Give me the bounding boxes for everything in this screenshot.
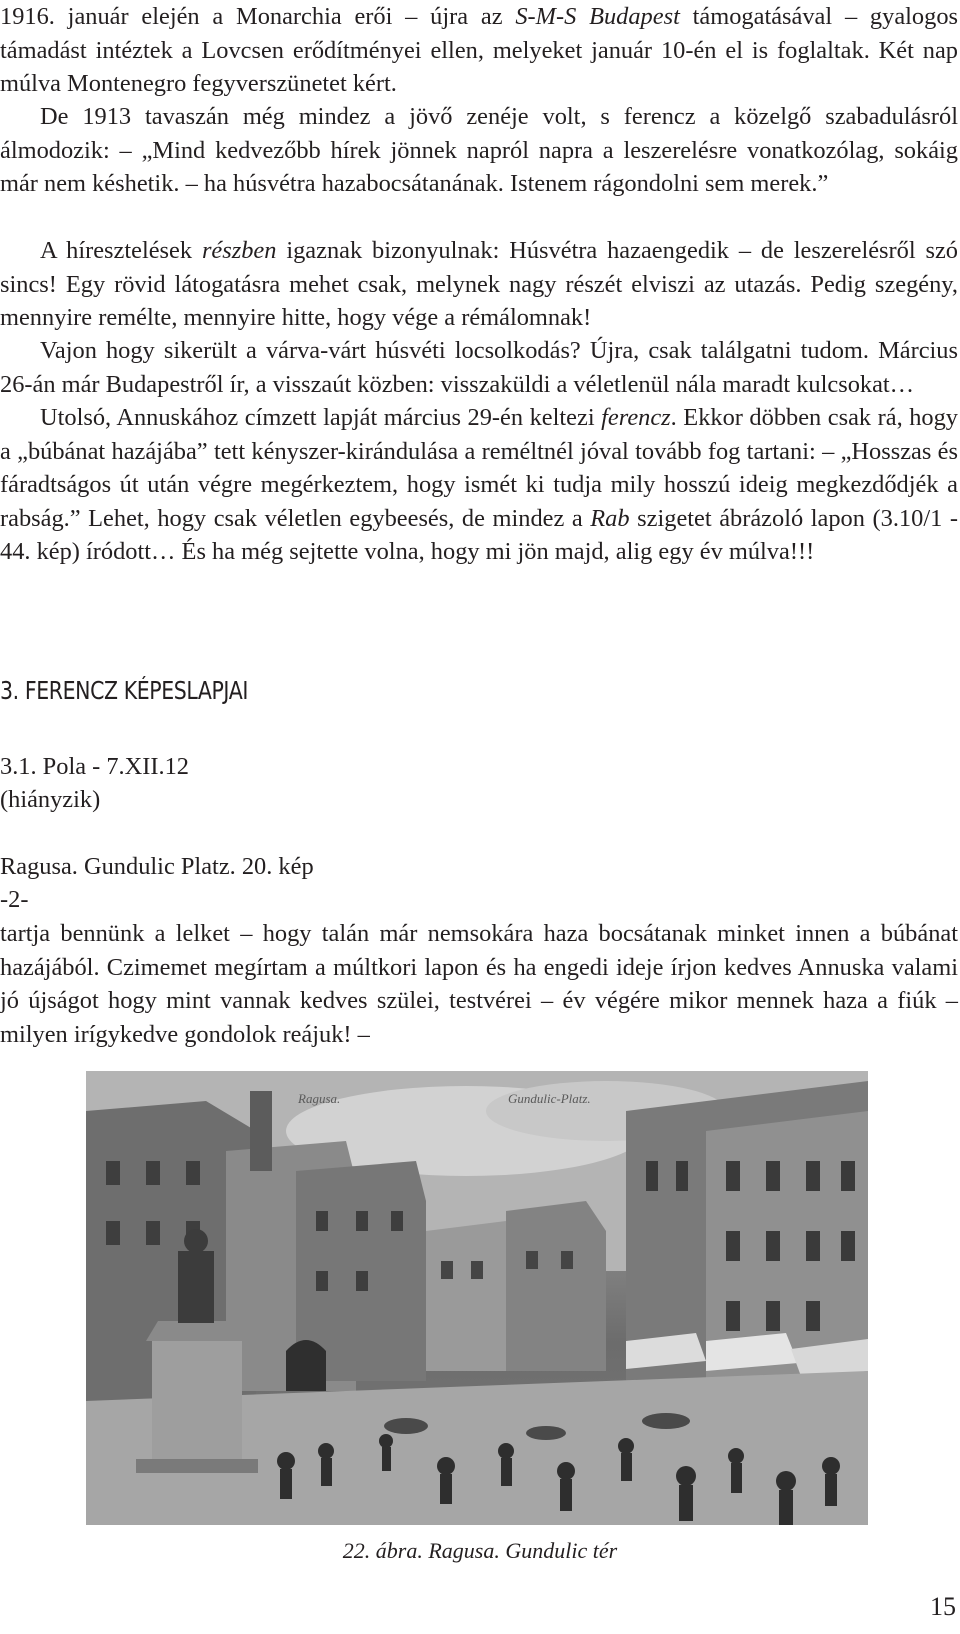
- postcard-entry-ragusa: Ragusa. Gundulic Platz. 20. kép: [0, 853, 314, 880]
- postcard-missing-note: (hiányzik): [0, 786, 101, 813]
- section-heading: 3. FERENCZ KÉPESLAPJAI: [0, 676, 248, 705]
- postcard-entry-pola: 3.1. Pola - 7.XII.12: [0, 753, 190, 780]
- paragraph-5: Utolsó, Annuskához címzett lapját március 29-én keltezi ferencz. Ekkor döbben csak rá, hogy a „búbánat hazájába” tett kényszer-kirándulása a reméltnél jóval tovább fog tartani: – „Hosszas és fáradtságos út után végre megérkeztem, hogy ismét ki tudja mily hosszú ideig megkezdődjék a rabság.” Lehet, hogy csak véletlen egybeesés, de mindez a Rab szigetet ábrázoló lapon (3.10/1 - 44. kép) íródott… És ha még sejtette volna, hogy mi jön majd, alig egy év múlva!!!: [0, 404, 958, 565]
- paragraph-2: De 1913 tavaszán még mindez a jövő zenéje volt, s ferencz a közelgő szabadulásról álmodozik: – „Mind kedvezőbb hírek jönnek napról napra a leszerelésre vonatkozólag, sokáig már nem késhetik. – ha húsvétra hazabocsátanának. Istenem rágondolni sem merek.”: [0, 103, 958, 197]
- postcard-page-marker: -2-: [0, 886, 29, 913]
- paragraph-1: 1916. január elején a Monarchia erői – újra az S-M-S Budapest támogatásával – gyalogos támadást intéztek a Lovcsen erődítményei ellen, melyeket január 10-én el is foglaltak. Két nap múlva Montenegro fegyverszünetet kért.: [0, 3, 959, 97]
- paragraph-4: Vajon hogy sikerült a várva-várt húsvéti locsolkodás? Újra, csak találgatni tudom. Március 26-án már Budapestről ír, a visszaút közben: visszaküldi a véletlenül nála maradt kulcsokat…: [0, 337, 958, 398]
- ragusa-square-photo: [86, 1071, 868, 1525]
- page-number: 15: [930, 1592, 956, 1621]
- figure-caption: 22. ábra. Ragusa. Gundulic tér: [342, 1538, 618, 1563]
- postcard-transcription: tartja bennünk a lelket – hogy talán már nemsokára haza bocsátanak minket innen a búbánat hazájából. Czimemet megírtam a múltkori lapon és ha engedi ideje írjon kedves Annuska valami jó újságot hogy mint vannak kedves szülei, testvérei – év végére mikor mennek haza a fiúk – milyen irígykedve gondolok reájuk! –: [0, 920, 958, 1048]
- postcard-caption-left: Ragusa.: [298, 1091, 341, 1106]
- paragraph-3: A híresztelések részben igaznak bizonyulnak: Húsvétra hazaengedik – de leszerelésről szó sincs! Egy rövid látogatásra mehet csak, melynek nagy részét elviszi az utazás. Pedig szegény, mennyire remélte, mennyire hitte, hogy vége a rémálomnak!: [0, 237, 959, 331]
- postcard-caption-right: Gundulic-Platz.: [508, 1091, 591, 1106]
